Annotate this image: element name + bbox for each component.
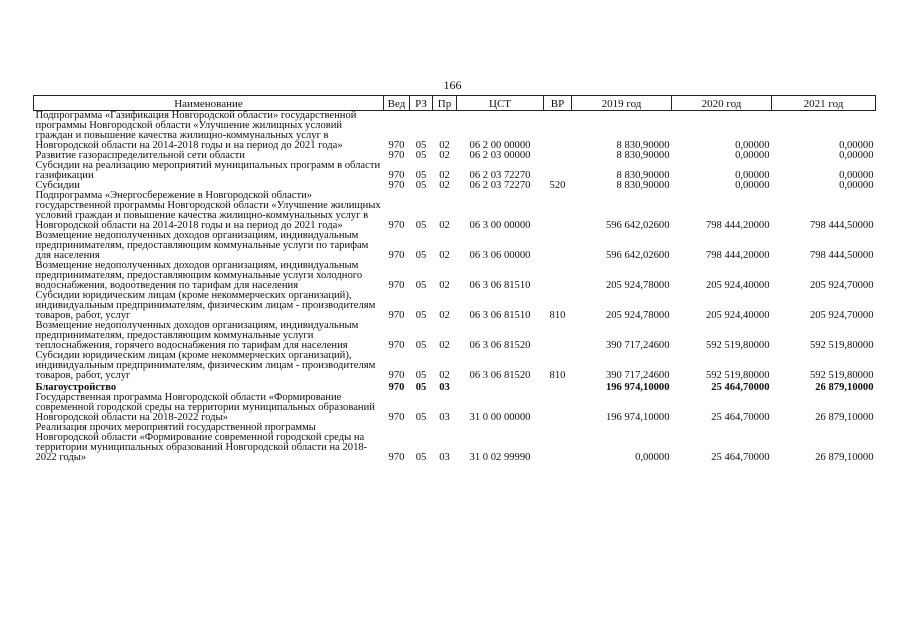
row-rz: 05 — [415, 340, 427, 351]
table-row — [34, 191, 876, 231]
row-2019: 8 830,90000 — [616, 150, 670, 161]
row-ved: 970 — [388, 310, 405, 321]
row-name: Возмещение недополученных доходов организациям, индивидуальным предпринимателям, предоставляющим коммунальные услуги по тарифам для населения — [35, 230, 369, 261]
row-rz: 05 — [415, 412, 427, 423]
row-cst: 06 2 03 00000 — [469, 150, 531, 161]
row-2019: 390 717,24600 — [605, 340, 670, 351]
row-name: Подпрограмма «Энергосбережение в Новгородской области» государственной программы Новгородской области «Улучшение жилищных условий граждан и повышение качества жилищно-коммунальных услуг в Новгородской области на 2014-2018 годы и на период до 2021 года» — [35, 190, 381, 231]
row-ved: 970 — [388, 180, 405, 191]
row-rz: 05 — [415, 370, 427, 381]
row-cst: 06 3 06 00000 — [469, 250, 531, 261]
row-2019: 8 830,90000 — [616, 170, 670, 181]
budget-table — [33, 95, 876, 463]
row-pr: 02 — [439, 140, 450, 151]
row-2019: 196 974,10000 — [605, 412, 670, 423]
row-cst: 06 3 06 81520 — [469, 340, 531, 351]
row-2021: 592 519,80000 — [809, 340, 874, 351]
row-2020: 0,00000 — [735, 170, 770, 181]
row-vr — [544, 261, 572, 291]
row-2019: 596 642,02600 — [605, 250, 670, 261]
row-pr: 03 — [439, 452, 450, 463]
row-cst: 31 0 00 00000 — [469, 412, 531, 423]
row-pr: 02 — [439, 310, 450, 321]
row-2019: 205 924,78000 — [605, 310, 670, 321]
row-2020: 592 519,80000 — [705, 340, 770, 351]
row-vr — [544, 111, 572, 152]
row-name: Возмещение недополученных доходов организациям, индивидуальным предпринимателям, предоставляющим коммунальные услуги холодного водоснабжения, водоотведения по тарифам для населения — [35, 260, 363, 291]
row-ved: 970 — [388, 170, 405, 181]
header-2019: 2019 год — [572, 96, 672, 111]
row-name: Развитие газораспределительной сети области — [35, 150, 245, 161]
row-cst: 06 3 06 81510 — [469, 310, 531, 321]
row-2020: 0,00000 — [735, 180, 770, 191]
row-2020: 25 464,70000 — [711, 452, 770, 463]
row-2021: 798 444,50000 — [809, 250, 874, 261]
row-pr: 02 — [439, 150, 450, 161]
row-2021: 26 879,10000 — [815, 452, 874, 463]
row-rz: 05 — [415, 220, 427, 231]
row-cst: 31 0 02 99990 — [469, 452, 531, 463]
row-rz: 05 — [415, 170, 427, 181]
table-row — [34, 321, 876, 351]
table-row — [34, 111, 876, 152]
row-2020: 0,00000 — [735, 150, 770, 161]
row-vr — [544, 151, 572, 161]
row-2020: 0,00000 — [735, 140, 770, 151]
row-pr: 02 — [439, 170, 450, 181]
row-ved: 970 — [388, 220, 405, 231]
row-2021: 205 924,70000 — [809, 310, 874, 321]
table-row — [34, 393, 876, 423]
row-2021: 0,00000 — [839, 140, 874, 151]
row-2020: 205 924,40000 — [705, 280, 770, 291]
table-row — [34, 423, 876, 463]
header-2021: 2021 год — [772, 96, 876, 111]
row-2020: 798 444,20000 — [705, 250, 770, 261]
row-name: Возмещение недополученных доходов организациям, индивидуальным предпринимателям, предоставляющим коммунальные услуги теплоснабжения, горячего водоснабжения по тарифам для населения — [35, 320, 359, 351]
row-pr: 02 — [439, 280, 450, 291]
row-2019: 390 717,24600 — [605, 370, 670, 381]
row-cst: 06 3 06 81520 — [469, 370, 531, 381]
row-2019: 8 830,90000 — [616, 180, 670, 191]
row-2021: 0,00000 — [839, 180, 874, 191]
row-rz: 05 — [415, 452, 427, 463]
row-ved: 970 — [388, 340, 405, 351]
header-rz: РЗ — [410, 96, 433, 111]
row-2019: 0,00000 — [635, 452, 670, 463]
row-2021: 0,00000 — [839, 170, 874, 181]
row-rz: 05 — [415, 150, 427, 161]
row-pr: 02 — [439, 220, 450, 231]
row-name: Государственная программа Новгородской области «Формирование современной городской среды на территории муниципальных образований Новгородской области на 2018-2022 годы» — [35, 392, 375, 423]
row-cst: 06 2 00 00000 — [469, 140, 531, 151]
row-cst: 06 2 03 72270 — [469, 180, 531, 191]
row-2021: 0,00000 — [839, 150, 874, 161]
table-body — [34, 111, 876, 464]
row-ved: 970 — [388, 452, 405, 463]
row-pr: 03 — [439, 382, 450, 393]
row-vr — [544, 191, 572, 231]
row-pr: 02 — [439, 180, 450, 191]
row-pr: 02 — [439, 340, 450, 351]
row-vr — [544, 381, 572, 393]
row-name: Субсидии — [35, 180, 80, 191]
row-name: Благоустройство — [35, 382, 117, 393]
row-2020: 205 924,40000 — [705, 310, 770, 321]
table-row — [34, 261, 876, 291]
row-pr: 03 — [439, 412, 450, 423]
row-2020: 798 444,20000 — [705, 220, 770, 231]
row-ved: 970 — [388, 382, 405, 393]
row-name: Реализация прочих мероприятий государственной программы Новгородской области «Формирование современной городской среды на территории муниципальных образований Новгородской области на 2018-2022 годы» — [35, 422, 368, 463]
row-vr — [544, 161, 572, 181]
header-2020: 2020 год — [672, 96, 772, 111]
row-vr — [544, 321, 572, 351]
row-2021: 798 444,50000 — [809, 220, 874, 231]
row-2021: 205 924,70000 — [809, 280, 874, 291]
row-vr: 520 — [549, 180, 566, 191]
row-2021: 26 879,10000 — [815, 382, 874, 393]
row-rz: 05 — [415, 140, 427, 151]
row-2020: 592 519,80000 — [705, 370, 770, 381]
row-cst: 06 2 03 72270 — [469, 170, 531, 181]
row-ved: 970 — [388, 412, 405, 423]
row-2020: 25 464,70000 — [711, 382, 770, 393]
row-cst: 06 3 06 81510 — [469, 280, 531, 291]
page-number: 166 — [443, 78, 462, 92]
row-cst: 06 3 00 00000 — [469, 220, 531, 231]
header-vr: ВР — [544, 96, 572, 111]
row-vr: 810 — [549, 310, 566, 321]
row-ved: 970 — [388, 370, 405, 381]
row-ved: 970 — [388, 250, 405, 261]
row-cst — [457, 381, 544, 393]
header-pr: Пр — [433, 96, 457, 111]
row-2019: 596 642,02600 — [605, 220, 670, 231]
row-pr: 02 — [439, 250, 450, 261]
table-row — [34, 231, 876, 261]
row-2019: 205 924,78000 — [605, 280, 670, 291]
header-cst: ЦСТ — [457, 96, 544, 111]
row-name: Подпрограмма «Газификация Новгородской области» государственной программы Новгородской области «Улучшение жилищных условий граждан и повышение качества жилищно-коммунальных услуг в Новгородской области на 2014-2018 годы и на период до 2021 года» — [35, 110, 357, 151]
row-name: Субсидии на реализацию мероприятий муниципальных программ в области газификации — [35, 160, 381, 181]
table-header-row — [34, 96, 876, 111]
row-ved: 970 — [388, 280, 405, 291]
row-rz: 05 — [415, 382, 427, 393]
row-2019: 8 830,90000 — [616, 140, 670, 151]
row-2020: 25 464,70000 — [711, 412, 770, 423]
row-rz: 05 — [415, 310, 427, 321]
row-ved: 970 — [388, 140, 405, 151]
row-2021: 26 879,10000 — [815, 412, 874, 423]
row-pr: 02 — [439, 370, 450, 381]
row-vr — [544, 423, 572, 463]
row-2021: 592 519,80000 — [809, 370, 874, 381]
row-vr — [544, 231, 572, 261]
row-vr — [544, 393, 572, 423]
row-name: Субсидии юридическим лицам (кроме некоммерческих организаций), индивидуальным предпринимателям, физическим лицам - производителям товаров, работ, услуг — [35, 350, 376, 381]
row-2019: 196 974,10000 — [605, 382, 670, 393]
table-row — [34, 291, 876, 321]
row-rz: 05 — [415, 280, 427, 291]
table-row — [34, 161, 876, 181]
row-rz: 05 — [415, 250, 427, 261]
row-rz: 05 — [415, 180, 427, 191]
table-row — [34, 351, 876, 381]
header-ved: Вед — [384, 96, 410, 111]
header-name: Наименование — [34, 96, 384, 111]
row-ved: 970 — [388, 150, 405, 161]
row-name: Субсидии юридическим лицам (кроме некоммерческих организаций), индивидуальным предпринимателям, физическим лицам - производителям товаров, работ, услуг — [35, 290, 376, 321]
row-vr: 810 — [549, 370, 566, 381]
